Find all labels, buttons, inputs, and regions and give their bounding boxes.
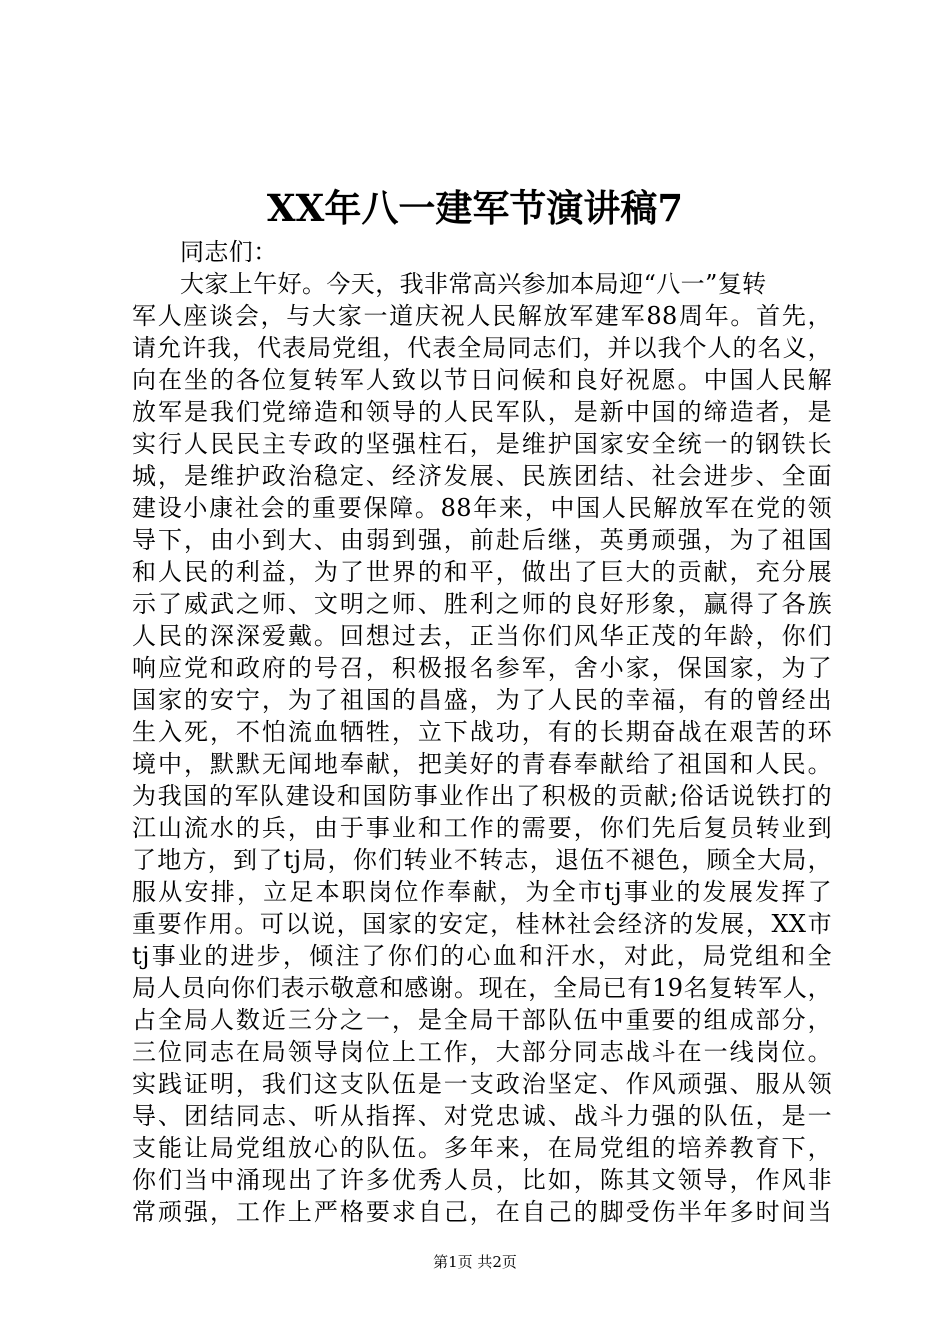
- body-line: 国家的安宁，为了祖国的昌盛，为了人民的幸福，有的曾经出: [132, 686, 832, 714]
- body-line: 导、团结同志、听从指挥、对党忠诚、战斗力强的队伍，是一: [132, 1102, 832, 1130]
- body-line: 常顽强，工作上严格要求自己，在自己的脚受伤半年多时间当: [132, 1198, 832, 1226]
- salutation: 同志们：: [180, 238, 278, 266]
- body-line: 你们当中涌现出了许多优秀人员，比如，陈其文领导，作风非: [132, 1166, 832, 1194]
- document-title: XX年八一建军节演讲稿7: [266, 186, 684, 230]
- body-line: 人民的深深爱戴。回想过去，正当你们风华正茂的年龄，你们: [132, 622, 832, 650]
- body-line: 放军是我们党缔造和领导的人民军队，是新中国的缔造者，是: [132, 398, 832, 426]
- body-line: 江山流水的兵，由于事业和工作的需要，你们先后复员转业到: [132, 814, 832, 842]
- body-line: 军人座谈会，与大家一道庆祝人民解放军建军88周年。首先，: [132, 302, 832, 330]
- body-line: 支能让局党组放心的队伍。多年来，在局党组的培养教育下，: [132, 1134, 832, 1162]
- body-line: 局人员向你们表示敬意和感谢。现在，全局已有19名复转军人，: [132, 974, 832, 1002]
- body-line: 示了威武之师、文明之师、胜利之师的良好形象，赢得了各族: [132, 590, 832, 618]
- page-number-footer: 第1页 共2页: [433, 1253, 517, 1271]
- body-line: 实行人民民主专政的坚强柱石，是维护国家安全统一的钢铁长: [132, 430, 832, 458]
- body-line: 和人民的利益，为了世界的和平，做出了巨大的贡献，充分展: [132, 558, 832, 586]
- body-line: 为我国的军队建设和国防事业作出了积极的贡献;俗话说铁打的: [132, 782, 832, 810]
- body-line: 重要作用。可以说，国家的安定，桂林社会经济的发展，XX市: [132, 910, 832, 938]
- body-line: 占全局人数近三分之一，是全局干部队伍中重要的组成部分，: [132, 1006, 832, 1034]
- body-line: 境中，默默无闻地奉献，把美好的青春奉献给了祖国和人民。: [132, 750, 832, 778]
- body-line: 实践证明，我们这支队伍是一支政治坚定、作风顽强、服从领: [132, 1070, 832, 1098]
- body-line: tj事业的进步，倾注了你们的心血和汗水，对此，局党组和全: [132, 942, 832, 970]
- body-line: 三位同志在局领导岗位上工作，大部分同志战斗在一线岗位。: [132, 1038, 832, 1066]
- body-line: 服从安排，立足本职岗位作奉献，为全市tj事业的发展发挥了: [132, 878, 832, 906]
- body-line: 城，是维护政治稳定、经济发展、民族团结、社会进步、全面: [132, 462, 832, 490]
- body-line: 建设小康社会的重要保障。88年来，中国人民解放军在党的领: [132, 494, 832, 522]
- body-line: 响应党和政府的号召，积极报名参军，舍小家，保国家，为了: [132, 654, 832, 682]
- body-line: 导下，由小到大、由弱到强，前赴后继，英勇顽强，为了祖国: [132, 526, 832, 554]
- body-line: 请允许我，代表局党组，代表全局同志们，并以我个人的名义，: [132, 334, 832, 362]
- body-line: 向在坐的各位复转军人致以节日问候和良好祝愿。中国人民解: [132, 366, 832, 394]
- body-line: 了地方，到了tj局，你们转业不转志，退伍不褪色，顾全大局，: [132, 846, 832, 874]
- body-line: 生入死，不怕流血牺牲，立下战功，有的长期奋战在艰苦的环: [132, 718, 832, 746]
- body-line: 大家上午好。今天，我非常高兴参加本局迎“八一”复转: [180, 270, 767, 298]
- document-body: [132, 236, 832, 1228]
